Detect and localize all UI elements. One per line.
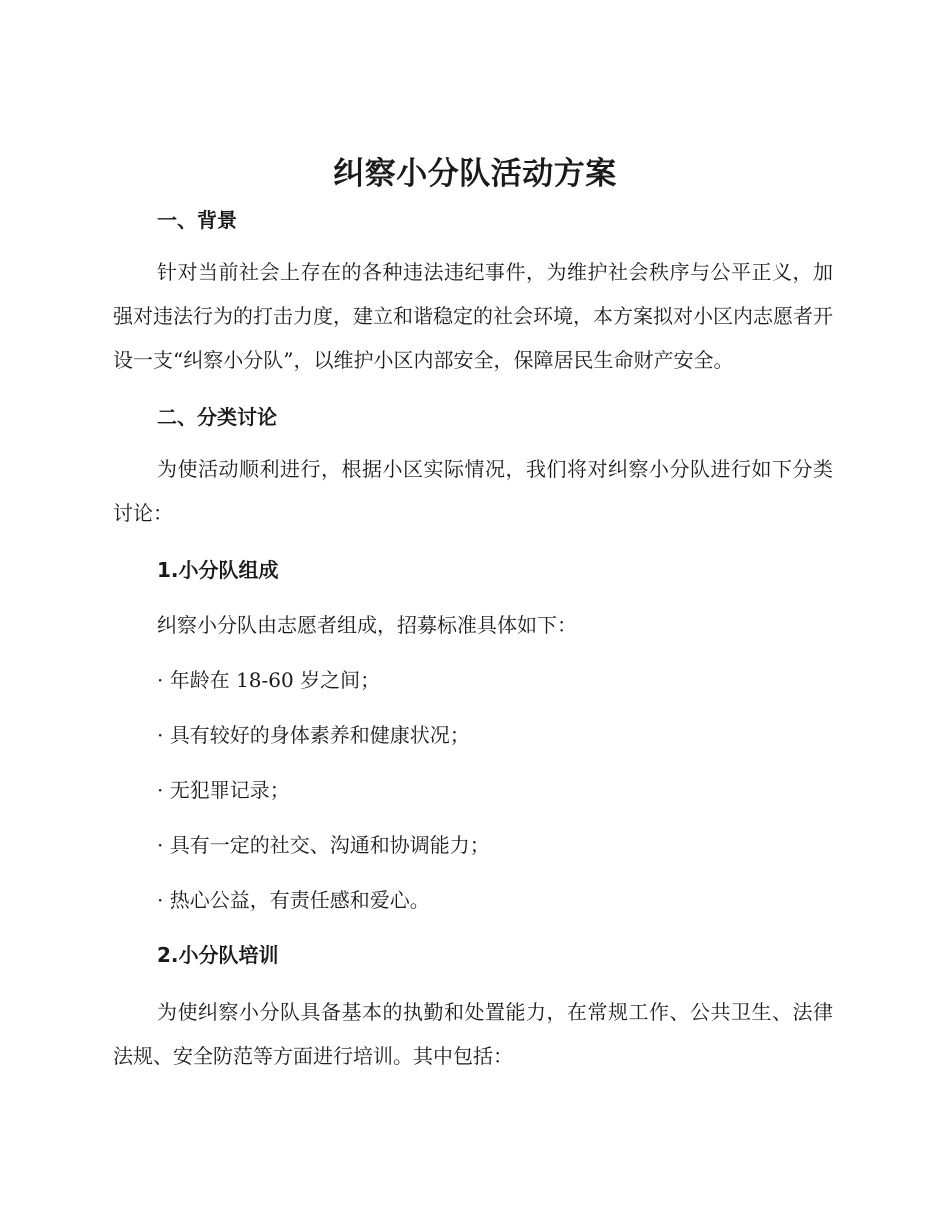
criteria-list-item: · 热心公益，有责任感和爱心。 xyxy=(157,888,430,912)
team-training-paragraph: 为使纠察小分队具备基本的执勤和处置能力，在常规工作、公共卫生、法律法规、安全防范等方面进行培训。其中包括： xyxy=(113,1000,833,1068)
spacer xyxy=(113,920,833,935)
spacer xyxy=(113,535,833,550)
spacer xyxy=(113,240,833,250)
criteria-list-item: · 年龄在 18-60 岁之间； xyxy=(157,668,381,692)
subsection-heading-team-composition: 1.小分队组成 xyxy=(157,558,279,582)
criteria-list-item: · 具有较好的身体素养和健康状况； xyxy=(157,723,470,747)
spacer xyxy=(113,700,833,715)
section-heading-classification: 二、分类讨论 xyxy=(157,405,277,429)
spacer xyxy=(113,382,833,397)
criteria-list-item: · 具有一定的社交、沟通和协调能力； xyxy=(157,833,490,857)
spacer xyxy=(113,590,833,605)
spacer xyxy=(113,865,833,880)
background-paragraph: 针对当前社会上存在的各种违法违纪事件，为维护社会秩序与公平正义，加强对违法行为的打击力度，建立和谐稳定的社会环境，本方案拟对小区内志愿者开设一支“纠察小分队”，以维护小区内部安全，保障居民生命财产安全。 xyxy=(113,260,833,372)
spacer xyxy=(113,437,833,447)
criteria-list-item: · 无犯罪记录； xyxy=(157,778,290,802)
spacer xyxy=(113,755,833,770)
page-title: 纠察小分队活动方案 xyxy=(333,156,617,192)
classification-paragraph: 为使活动顺利进行，根据小区实际情况，我们将对纠察小分队进行如下分类讨论： xyxy=(113,457,833,525)
subsection-heading-team-training: 2.小分队培训 xyxy=(157,943,279,967)
spacer xyxy=(113,810,833,825)
spacer xyxy=(113,975,833,990)
spacer xyxy=(113,645,833,660)
section-heading-background: 一、背景 xyxy=(157,208,237,232)
document-body xyxy=(113,200,833,1078)
team-composition-intro: 纠察小分队由志愿者组成，招募标准具体如下： xyxy=(157,613,577,637)
